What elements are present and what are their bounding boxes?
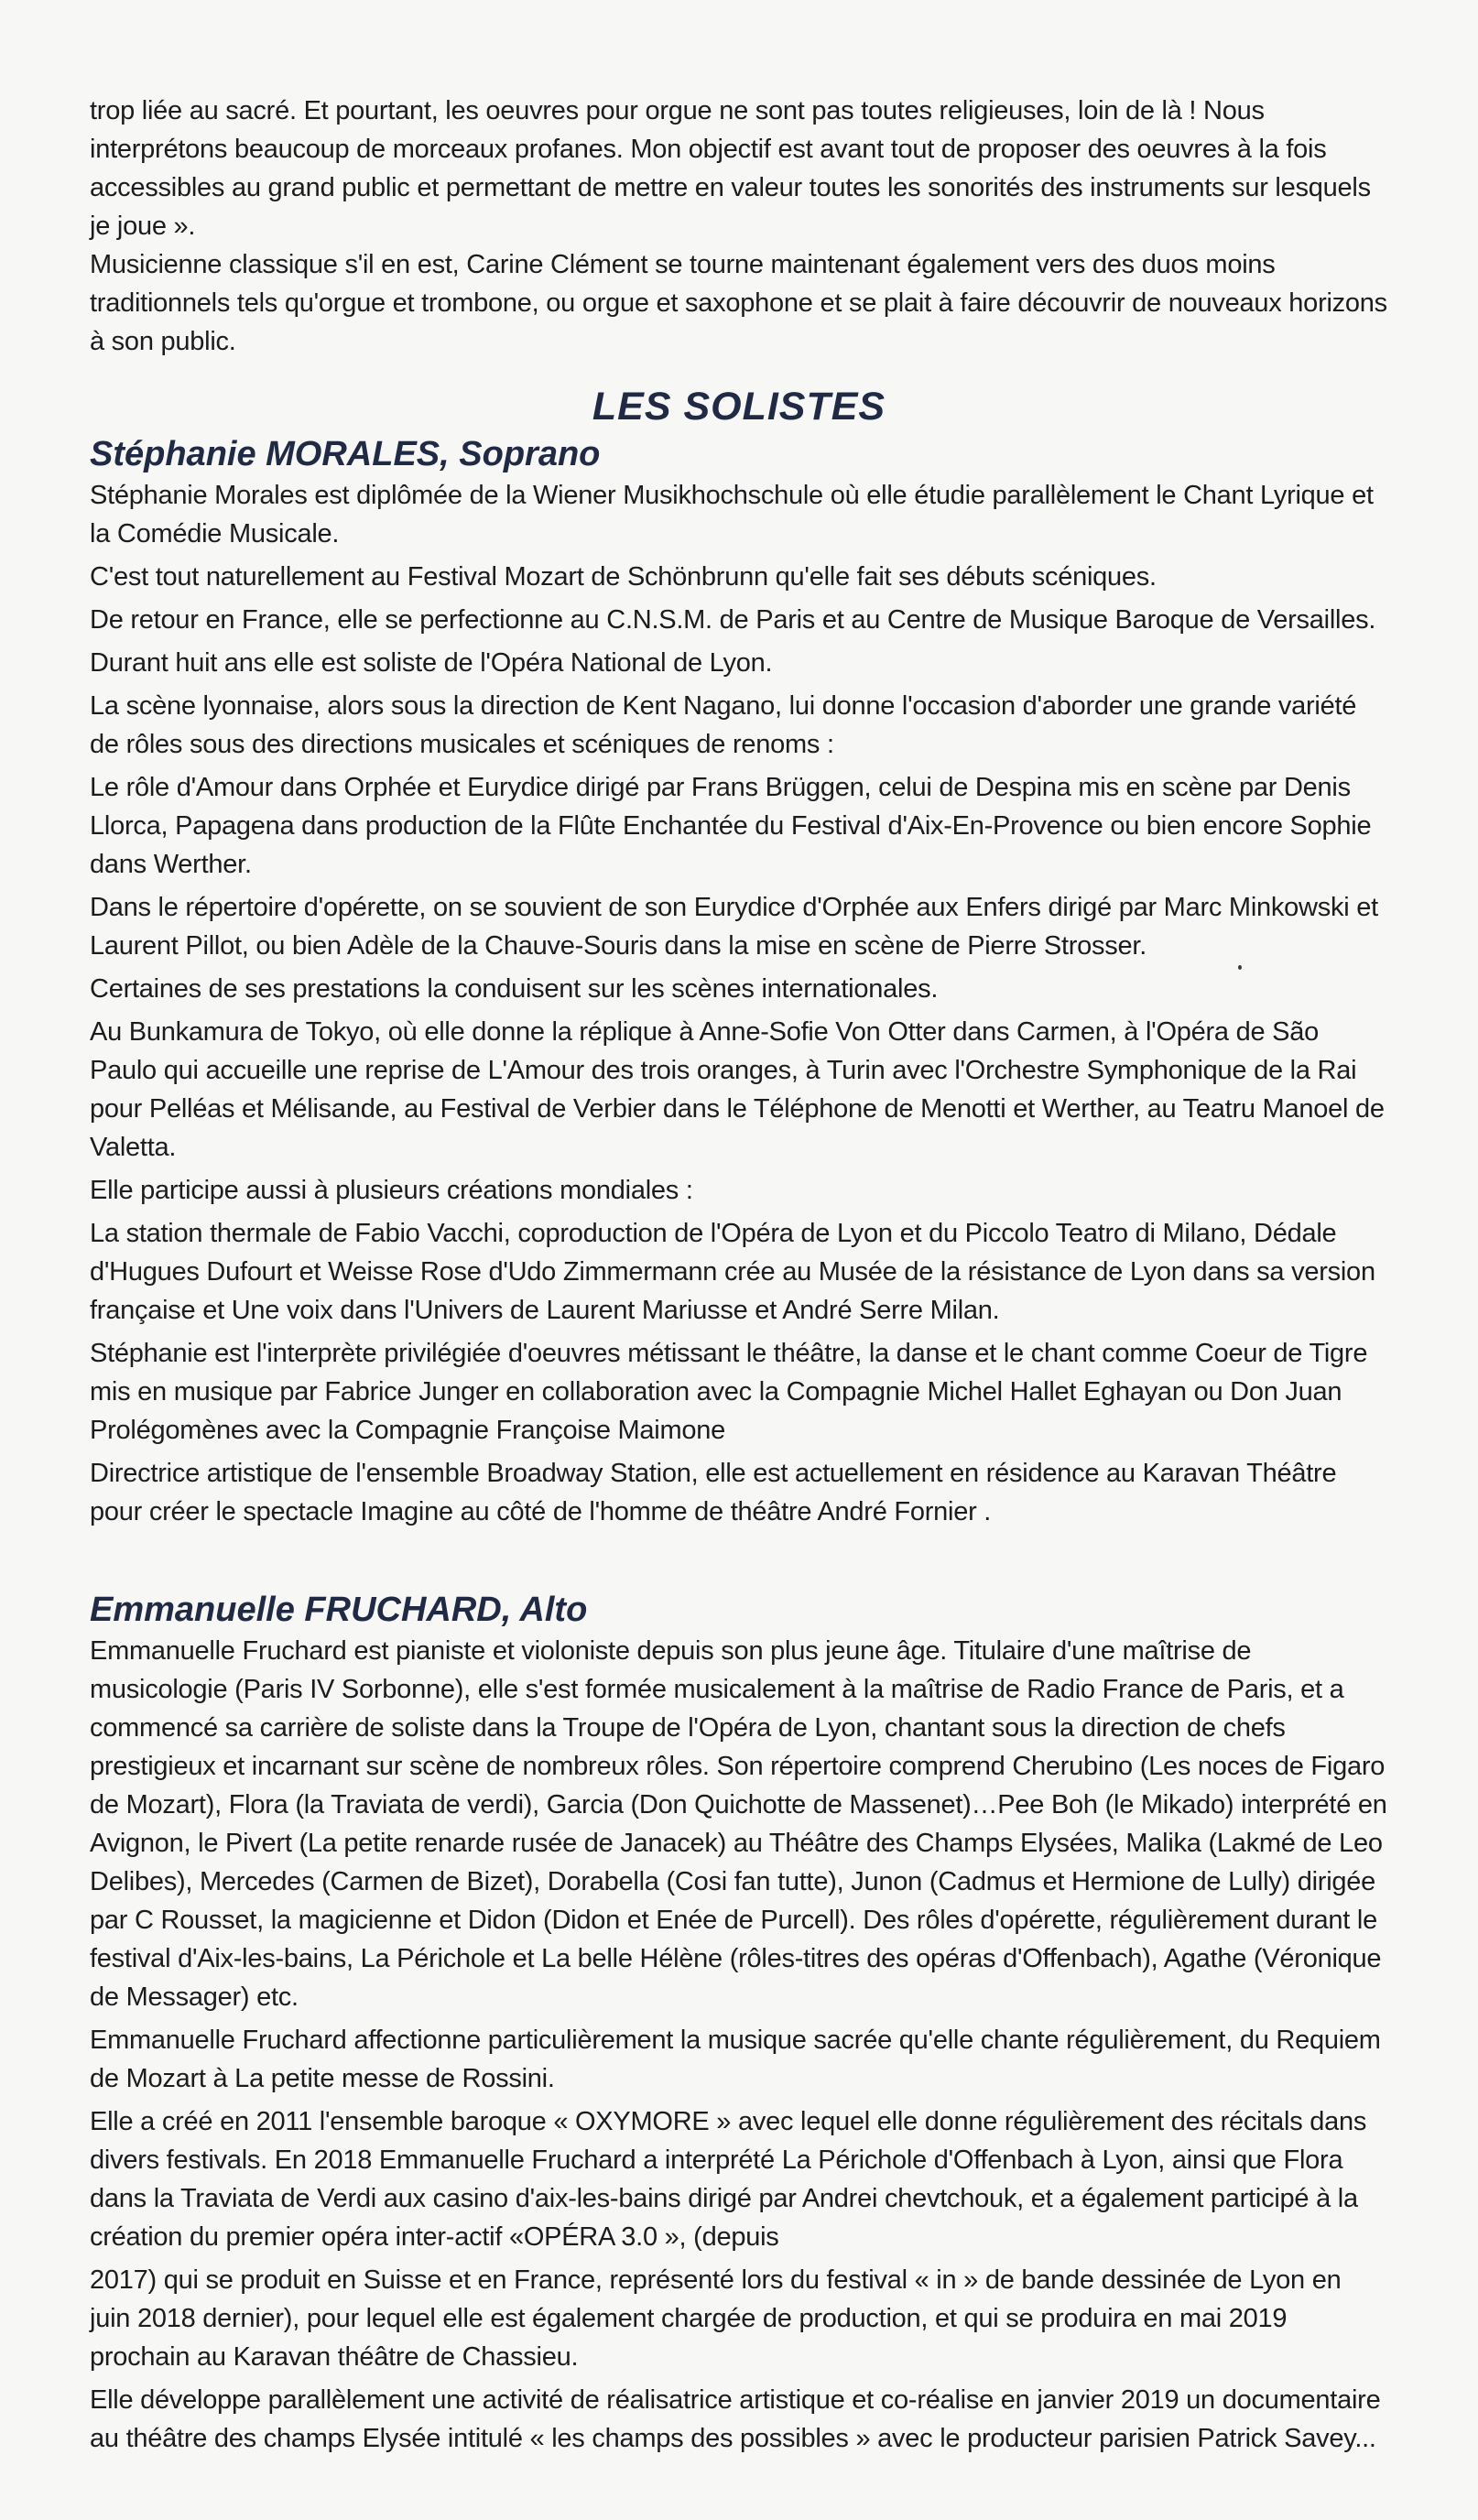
bio-paragraph: Directrice artistique de l'ensemble Broadway Station, elle est actuellement en résidence au Karavan Théâtre pour créer le spectacle Imagine au côté de l'homme de théâtre André Fornier . [90,1459,1337,1526]
bio-paragraph: Emmanuelle Fruchard est pianiste et violoniste depuis son plus jeune âge. Titulaire d'une maîtrise de musicologie (Paris IV Sorbonne), elle s'est formée musicalement à la maîtrise de Radio France de Paris, et a commencé sa carrière de soliste dans la Troupe de l'Opéra de Lyon, chantant sous la direction de chefs prestigieux et incarnant sur scène de nombreux rôles. Son répertoire comprend Cherubino (Les noces de Figaro de Mozart), Flora (la Traviata de verdi), Garcia (Don Quichotte de Massenet)…Pee Boh (le Mikado) interprété en Avignon, le Pivert (La petite renarde rusée de Janacek) au Théâtre des Champs Elysées, Malika (Lakmé de Leo Delibes), Mercedes (Carmen de Bizet), Dorabella (Cosi fan tutte), Junon (Cadmus et Hermione de Lully) dirigée par C Rousset, la magicienne et Didon (Didon et Enée de Purcell). Des rôles d'opérette, régulièrement durant le festival d'Aix-les-bains, La Périchole et La belle Hélène (rôles-titres des opéras d'Offenbach), Agathe (Véronique de Messager) etc. [90,1636,1387,2012]
section-title: LES SOLISTES [592,385,886,429]
bio-paragraph: Elle a créé en 2011 l'ensemble baroque « OXYMORE » avec lequel elle donne régulièrement des récitals dans divers festivals. En 2018 Emmanuelle Fruchard a interprété La Périchole d'Offenbach à Lyon, ainsi que Flora dans la Traviata de Verdi aux casino d'aix-les-bains dirigé par Andrei chevtchouk, et a également participé à la création du premier opéra inter-actif «OPÉRA 3.0 », (depuis [90,2107,1367,2252]
bio-paragraph: Au Bunkamura de Tokyo, où elle donne la réplique à Anne-Sofie Von Otter dans Carmen, à l'Opéra de São Paulo qui accueille une reprise de L'Amour des trois oranges, à Turin avec l'Orchestre Symphonique de la Rai pour Pelléas et Mélisande, au Festival de Verbier dans le Téléphone de Menotti et Werther, au Teatru Manoel de Valetta. [90,1017,1385,1162]
soloist-name: Emmanuelle FRUCHARD, Alto [90,1591,588,1629]
bio-paragraph: Dans le répertoire d'opérette, on se souvient de son Eurydice d'Orphée aux Enfers dirigé par Marc Minkowski et Laurent Pillot, ou bien Adèle de la Chauve-Souris dans la mise en scène de Pierre Strosser. [90,893,1378,961]
bio-paragraph: De retour en France, elle se perfectionne au C.N.S.M. de Paris et au Centre de Musique Baroque de Versailles. [90,605,1376,635]
intro-paragraph-1: trop liée au sacré. Et pourtant, les oeuvres pour orgue ne sont pas toutes religieuses, loin de là ! Nous interprétons beaucoup de morceaux profanes. Mon objectif est avant tout de proposer des oeuvres à la fois accessibles au grand public et permettant de mettre en valeur toutes les sonorités des instruments sur lesquels je joue ». [90,96,1371,241]
bio-paragraph: Stéphanie Morales est diplômée de la Wiener Musikhochschule où elle étudie parallèlement le Chant Lyrique et la Comédie Musicale. [90,481,1374,549]
print-speck [1238,965,1242,970]
bio-paragraph: C'est tout naturellement au Festival Mozart de Schönbrunn qu'elle fait ses débuts scéniques. [90,562,1157,592]
bio-paragraph: 2017) qui se produit en Suisse et en France, représenté lors du festival « in » de bande dessinée de Lyon en juin 2018 dernier), pour lequel elle est également chargée de production, et qui se produira en mai 2019 prochain au Karavan théâtre de Chassieu. [90,2265,1342,2372]
soloist-section-fruchard [90,1588,1388,2458]
bio-paragraph: Durant huit ans elle est soliste de l'Opéra National de Lyon. [90,648,773,678]
intro-paragraph-2: Musicienne classique s'il en est, Carine Clément se tourne maintenant également vers des duos moins traditionnels tels qu'orgue et trombone, ou orgue et saxophone et se plait à faire découvrir de nouveaux horizons à son public. [90,250,1387,356]
bio-paragraph: Certaines de ses prestations la conduisent sur les scènes internationales. [90,974,939,1004]
soloist-name: Stéphanie MORALES, Soprano [90,435,601,473]
bio-paragraph: La station thermale de Fabio Vacchi, coproduction de l'Opéra de Lyon et du Piccolo Teatro di Milano, Dédale d'Hugues Dufourt et Weisse Rose d'Udo Zimmermann crée au Musée de la résistance de Lyon dans sa version française et Une voix dans l'Univers de Laurent Mariusse et André Serre Milan. [90,1219,1375,1325]
bio-paragraph: Elle développe parallèlement une activité de réalisatrice artistique et co-réalise en janvier 2019 un documentaire au théâtre des champs Elysée intitulé « les champs des possibles » avec le producteur parisien Patrick Savey... [90,2385,1381,2453]
bio-paragraph: Emmanuelle Fruchard affectionne particulièrement la musique sacrée qu'elle chante régulièrement, du Requiem de Mozart à La petite messe de Rossini. [90,2026,1381,2093]
bio-paragraph: Elle participe aussi à plusieurs créations mondiales : [90,1176,693,1205]
soloist-section-morales [90,432,1388,1531]
bio-paragraph: Stéphanie est l'interprète privilégiée d'oeuvres métissant le théâtre, la danse et le chant comme Coeur de Tigre mis en musique par Fabrice Junger en collaboration avec la Compagnie Michel Hallet Eghayan ou Don Juan Prolégomènes avec la Compagnie Françoise Maimone [90,1339,1368,1445]
bio-paragraph: La scène lyonnaise, alors sous la direction de Kent Nagano, lui donne l'occasion d'aborder une grande variété de rôles sous des directions musicales et scéniques de renoms : [90,691,1357,759]
intro-section [90,92,1388,361]
bio-paragraph: Le rôle d'Amour dans Orphée et Eurydice dirigé par Frans Brüggen, celui de Despina mis en scène par Denis Llorca, Papagena dans production de la Flûte Enchantée du Festival d'Aix-En-Provence ou bien encore Sophie dans Werther. [90,773,1372,879]
